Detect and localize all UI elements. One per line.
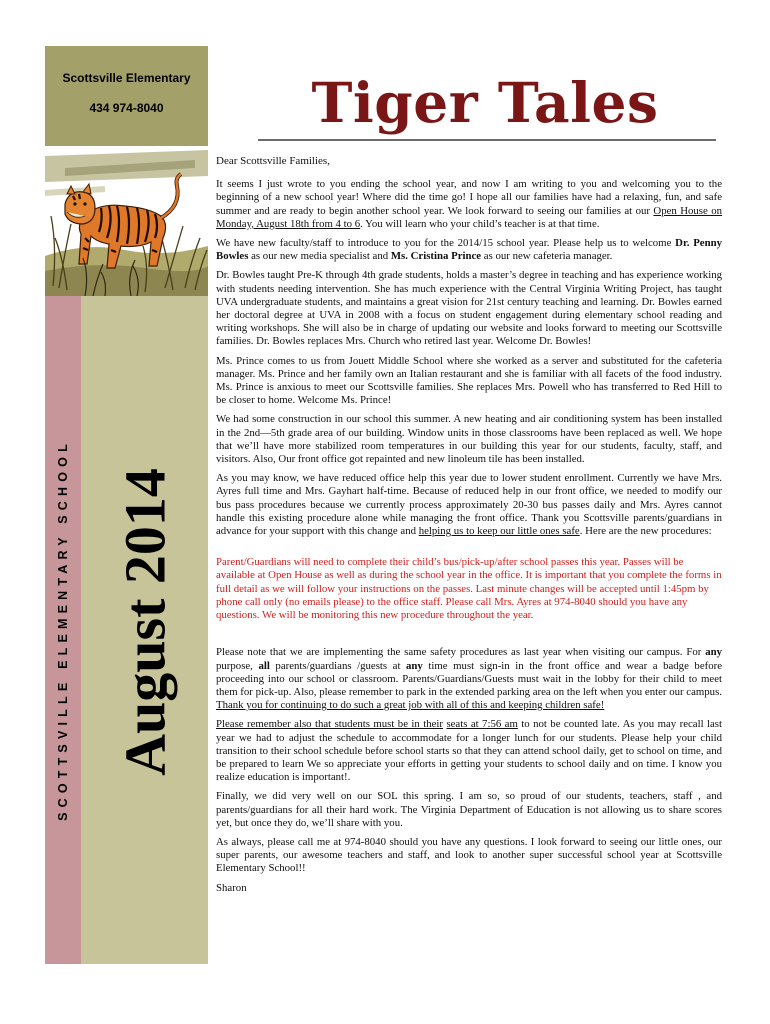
school-name: Scottsville Elementary [62,71,191,85]
text-span: parents/guardians /guests at [269,659,407,672]
letter-body [216,155,722,901]
tiger-illustration [45,146,208,296]
sidebar-header-panel [45,46,208,146]
newsletter-title: Tiger Tales [311,70,659,135]
text-span: Please note that we are implementing the same safety procedures as last year when visiting our campus. For [216,646,706,659]
text-span: . You will learn who your child’s teacher is at that time. [360,217,600,230]
text-span: time must sign-in in the front office and wear a badge before proceeding into our school or classroom. Parents/Guardians/Guests must wait in the lobby for their child to meet them for pick-up. Also, please remember to park in the extended parking area on the left when you enter our campus. [216,659,722,698]
paragraph-office-help [216,472,722,538]
signature: Sharon [216,881,247,894]
emphasis: any [406,659,423,672]
paragraph-welcome [216,178,722,231]
paragraph-bowles: Dr. Bowles taught Pre-K through 4th grade students, holds a master’s degree in teaching and has experience working with students needing intervention. She has much experience with the Central Virginia Writing Project, has taught UVA undergraduate students, and maintains a great vision for 21st century teaching and learning. Dr. Bowles earned her doctoral degree at UVA in 2008 with a focus on student engagement during elementary school reading and writing workshops. She will also be in charge of updating our website and looks forward to meeting our Scottsville families. Dr. Bowles replaces Mrs. Church who retired last year. Welcome Dr. Bowles! [216,269,722,348]
open-house-underlined: Open House on Monday, August 18th from 4 to 6 [216,204,723,230]
issue-date: August 2014 [112,468,178,776]
text-span: to not be counted late. As you may recall last year we had to adjust the schedule to accommodate for a longer lunch for our students. Please help your child transition to their school schedule before school starts so that they can attend school daily, get to school on time, and be prepared to learn We so appreciate your efforts in getting your students to school daily and on time. I know you realize education is important!. [216,718,723,784]
text-span: . Here are the new procedures: [579,525,712,538]
paragraph-closing: As always, please call me at 974-8040 should you have any questions. I look forward to seeing our little ones, our super parents, our awesome teachers and staff, and look to another super successful school year at Scottsville Elementary School!! [216,835,722,875]
arrival-underlined: Please remember also that students must be in their [216,718,444,731]
paragraph-safety [216,646,722,712]
vertical-school-name: SCOTTSVILLE ELEMENTARY SCHOOL [56,439,70,821]
greeting: Dear Scottsville Families, [216,155,330,167]
school-phone: 434 974-8040 [89,101,164,115]
tiger-icon [45,146,208,296]
text-span: As you may know, we have reduced office help this year due to lower student enrollment. Currently we have Mrs. Ayres full time and Mrs. Gayhart half-time. Because of reduced help in our front office, we needed to modify our bus pass procedures because we currently process approximately 20-30 bus passes daily and Mrs. Ayres cannot handle this existing procedure alone while managing the front office. Thank you Scottsville parents/guardians in advance for your support with this change and [216,472,722,538]
arrival-time-underlined: seats at 7:56 am [446,718,518,731]
emphasis: all [258,659,270,672]
text-span: We have new faculty/staff to introduce to you for the 2014/15 school year. Please help us to welcome [216,237,676,250]
paragraph-prince: Ms. Prince comes to us from Jouett Middle School where she worked as a server and substituted for the cafeteria manager. Ms. Prince and her family own an Italian restaurant and she is familiar with all facets of the food industry. Ms. Prince is anxious to meet our Scottsville families. She replaces Mrs. Powell who has transferred to Red Hill to be closer to home. Welcome Ms. Prince! [216,354,722,407]
staff-name-prince: Ms. Cristina Prince [390,250,482,263]
text-span: purpose, [216,659,259,672]
thanks-underlined: Thank you for continuing to do such a great job with all of this and keeping children safe! [216,699,605,712]
text-span: It seems I just wrote to you ending the school year, and now I am writing to you and welcoming you to the beginning of a new school year! Where did the time go! I hope all our families have had a relaxing, fun, and safe summer and are ready to begin another school year. We look forward to seeing our families at our [216,178,722,217]
paragraph-bus-pass-procedure: Parent/Guardians will need to complete their child’s bus/pick-up/after school passes this year. Passes will be available at Open House as well as during the school year in the office. It is important that you complete the forms in full detail as we will follow your instructions on the passes. Last minute changes will be accepted until 1:45pm by phone call only (no emails please) to the office staff. Please call Mrs. Ayres at 974-8040 should you have any questions. We will be monitoring this new procedure throughout the year. [216,556,722,622]
emphasis: any [705,646,722,659]
paragraph-sol: Finally, we did very well on our SOL this spring. I am so, so proud of our students, teachers, staff , and parents/guardians for all their hard work. The Virginia Department of Education is not allowing us to share scores yet, but once they do, we’ll share with you. [216,790,722,829]
staff-name-bowles: Dr. Penny Bowles [216,237,722,263]
safety-underlined: helping us to keep our little ones safe [418,525,580,538]
text-span: as our new cafeteria manager. [481,250,613,263]
paragraph-construction: We had some construction in our school this summer. A new heating and air conditioning system has been installed in the 2nd—5th grade area of our building. Window units in those classrooms have been replaced as well. We hope that we’ll have more stabilized room temperatures in our building this year for our students, faculty, staff, and visitors. Also, Our front office got repainted and new linoleum tile has been installed. [216,413,722,466]
masthead-divider [258,139,716,141]
text-span: as our new media specialist and [248,250,391,263]
paragraph-arrival [216,718,722,784]
paragraph-new-staff [216,237,722,263]
